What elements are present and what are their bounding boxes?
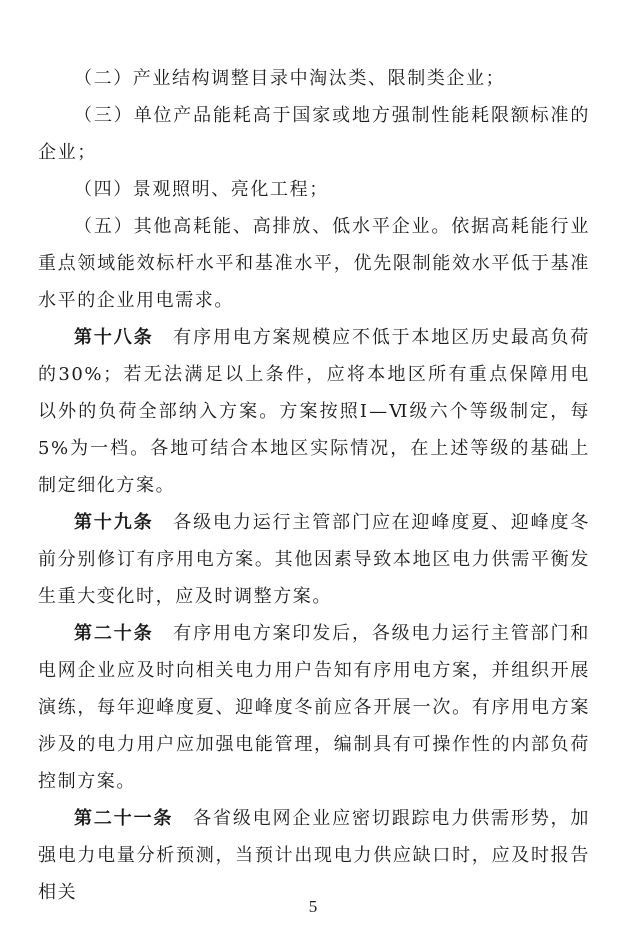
article-20-body: 有序用电方案印发后，各级电力运行主管部门和电网企业应及时向相关电力用户告知有序用电方案，并组织开展演练，每年迎峰度夏、迎峰度冬前应各开展一次。有序用电方案涉及的电力用户应加强电能管理，编制具有可操作性的内部负荷控制方案。: [38, 623, 590, 792]
article-21-heading: 第二十一条: [74, 808, 174, 829]
article-18-body: 有序用电方案规模应不低于本地区历史最高负荷的30%；若无法满足以上条件，应将本地区所有重点保障用电以外的负荷全部纳入方案。方案按照Ⅰ—Ⅵ级六个等级制定，每5%为一档。各地可结合本地区实际情况，在上述等级的基础上制定细化方案。: [38, 327, 590, 496]
list-item-4: （四）景观照明、亮化工程；: [74, 179, 329, 200]
list-item-3: （三）单位产品能耗高于国家或地方强制性能耗限额标准的企业；: [38, 105, 590, 163]
article-21-body: 各省级电网企业应密切跟踪电力供需形势，加强电力电量分析预测，当预计出现电力供应缺口时，应及时报告相关: [38, 808, 590, 903]
article-20: [38, 615, 590, 800]
document-body: [38, 60, 590, 911]
article-19-body: 各级电力运行主管部门应在迎峰度夏、迎峰度冬前分别修订有序用电方案。其他因素导致本地区电力供需平衡发生重大变化时，应及时调整方案。: [38, 512, 590, 607]
article-18-heading: 第十八条: [74, 327, 154, 348]
article-19-heading: 第十九条: [74, 512, 154, 533]
article-21: [38, 800, 590, 911]
list-item-2: （二）产业结构调整目录中淘汰类、限制类企业；: [74, 68, 506, 89]
article-20-heading: 第二十条: [74, 623, 154, 644]
article-18: [38, 319, 590, 504]
list-item-5: （五）其他高耗能、高排放、低水平企业。依据高耗能行业重点领域能效标杆水平和基准水平，优先限制能效水平低于基准水平的企业用电需求。: [38, 216, 590, 311]
page-number: 5: [308, 897, 318, 916]
article-19: [38, 504, 590, 615]
